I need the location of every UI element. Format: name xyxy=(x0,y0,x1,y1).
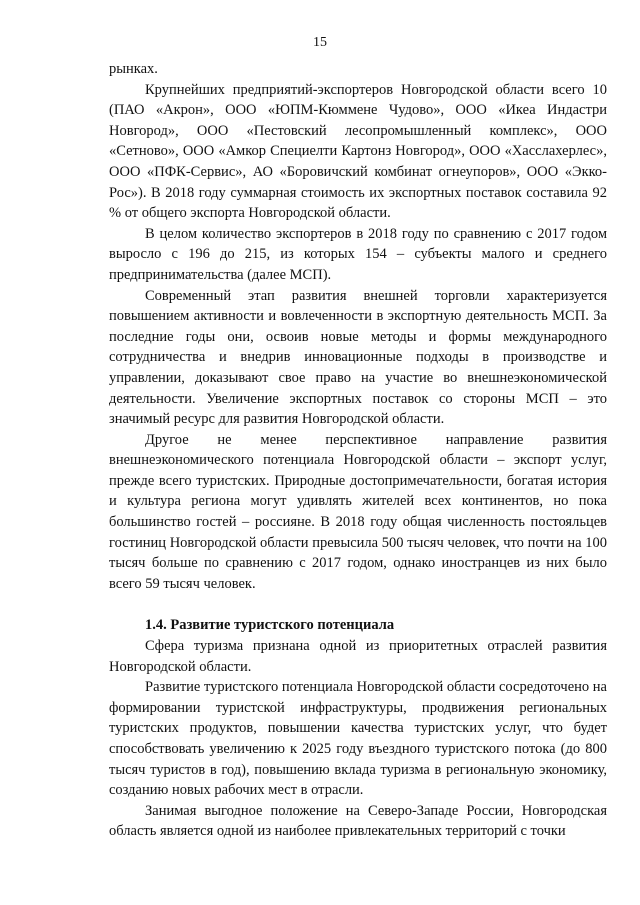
section-spacer xyxy=(109,594,607,615)
section-heading: 1.4. Развитие туристского потенциала xyxy=(145,617,395,634)
page-number: 15 xyxy=(313,35,327,50)
paragraph: Сфера туризма признана одной из приоритетных отраслей развития Новгородской области. xyxy=(109,638,607,675)
paragraph: В целом количество экспортеров в 2018 году по сравнению с 2017 годом выросло с 196 до 215, из которых 154 – субъекты малого и среднего предпринимательства (далее МСП). xyxy=(109,225,607,283)
page-content xyxy=(109,59,607,842)
paragraph: Развитие туристского потенциала Новгородской области сосредоточено на формировании туристской инфраструктуры, продвижения региональных туристских продуктов, повышении качества туристских услуг, что будет способствовать увеличению к 2025 году въездного туристского потока (до 800 тысяч туристов в год), повышению вклада туризма в региональную экономику, созданию новых рабочих мест в отрасли. xyxy=(109,679,607,799)
paragraph: Современный этап развития внешней торговли характеризуется повышением активности и вовлеченности в экспортную деятельность МСП. За последние годы они, освоив новые методы и формы международного сотрудничества и внедрив инновационные подходы в производстве и управлении, доказывают свое право на участие во внешнеэкономической деятельности. Увеличение экспортных поставок со стороны МСП – это значимый ресурс для развития Новгородской области. xyxy=(109,287,607,428)
paragraph: Занимая выгодное положение на Северо-Западе России, Новгородская область является одной из наиболее привлекательных территорий с точки xyxy=(109,802,607,840)
paragraph: рынках. xyxy=(109,61,158,77)
paragraph: Другое не менее перспективное направление развития внешнеэкономического потенциала Новгородской области – экспорт услуг, прежде всего туристских. Природные достопримечательности, богатая история и культура региона могут удивлять жителей всех континентов, но пока большинство гостей – россияне. В 2018 году общая численность постояльцев гостиниц Новгородской области превысила 500 тысяч человек, что почти на 100 тысяч больше по сравнению с 2017 годом, однако иностранцев из них было всего 59 тысяч человек. xyxy=(109,431,607,592)
paragraph: Крупнейших предприятий-экспортеров Новгородской области всего 10 (ПАО «Акрон», ООО «ЮПМ-Кюммене Чудово», ООО «Икеа Индастри Новгород», ООО «Пестовский лесопромышленный комплекс», ООО «Сетново», ООО «Амкор Специелти Картонз Новгород», ООО «Хасслахерлес», ООО «ПФК-Сервис», АО «Боровичский комбинат огнеупоров», ООО «Экко-Рос»). В 2018 году суммарная стоимость их экспортных поставок составила 92 % от общего экспорта Новгородской области. xyxy=(109,81,607,222)
